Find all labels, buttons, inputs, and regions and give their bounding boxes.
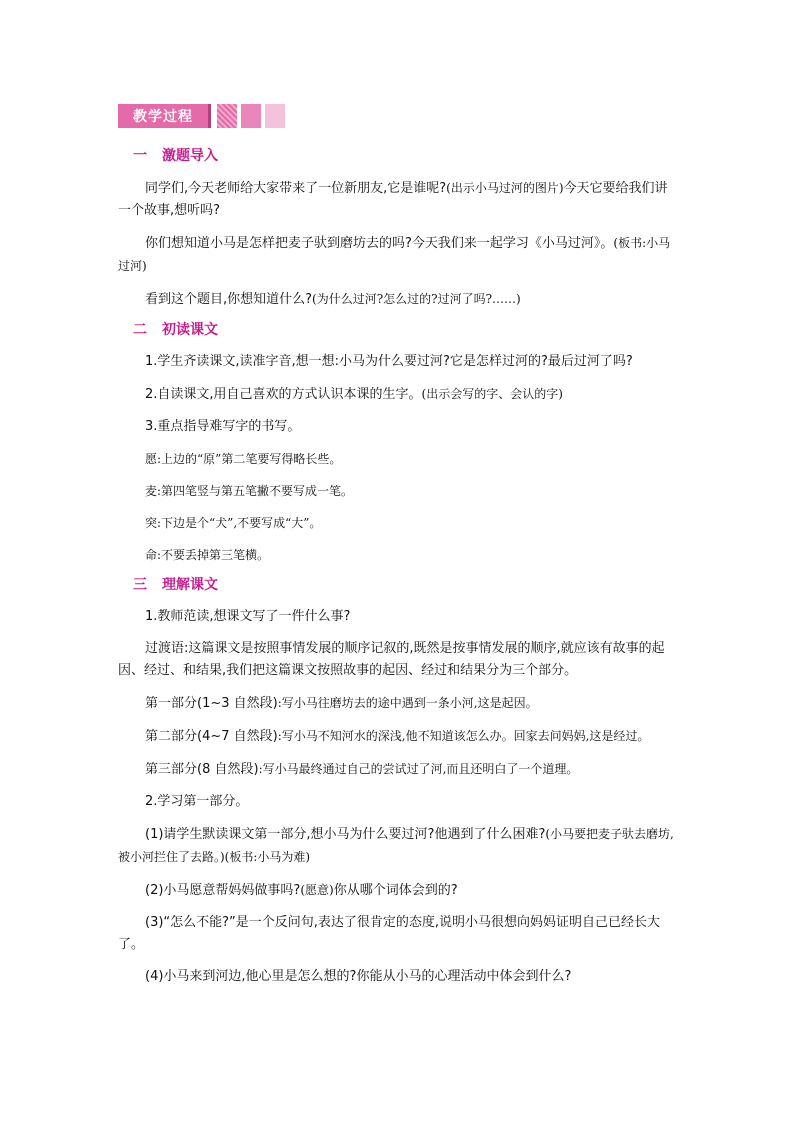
para-text: (1)请学生默读课文第一部分,想小马为什么要过河?他遇到了什么困难?: [145, 827, 546, 842]
paragraph: [118, 912, 678, 956]
section-title: 理解课文: [162, 577, 218, 593]
lesson-content: [118, 147, 678, 998]
paragraph: [118, 791, 678, 813]
para-text: 3.重点指导难写字的书写。: [145, 419, 301, 434]
banner-label: 教学过程: [118, 104, 211, 128]
banner-decor-block: [265, 104, 285, 128]
para-text: 看到这个题目,你想知道什么?: [145, 292, 313, 307]
section-heading: [118, 321, 678, 339]
para-text: 1.教师范读,想课文写了一件什么事?: [145, 609, 351, 624]
para-note: (愿意): [300, 883, 334, 897]
para-note: (出示小马过河的图片): [446, 181, 564, 195]
para-text: 2.自读课文,用自己喜欢的方式认识本课的生字。: [145, 387, 422, 402]
paragraph: [118, 966, 678, 988]
section-title: 激题导入: [162, 148, 218, 164]
paragraph: [118, 232, 678, 278]
para-text: 你们想知道小马是怎样把麦子驮到磨坊去的吗?今天我们来一起学习《小马过河》。: [145, 236, 614, 251]
paragraph: [118, 606, 678, 628]
para-text: 第一部分(1~3 自然段): [145, 696, 278, 711]
para-text: (3)“怎么不能?”是一个反问句,表达了很肯定的态度,说明小马很想向妈妈证明自己已经长大了。: [118, 915, 661, 952]
paragraph: [118, 758, 678, 781]
banner-decor-block: [241, 104, 261, 128]
para-note: (小马要把麦子驮去磨坊,被小河拦住了去路。)(板书:小马为难): [118, 827, 674, 864]
para-text: (4)小马来到河边,他心里是怎么想的?你能从小马的心理活动中体会到什么?: [145, 969, 572, 984]
para-text: 同学们,今天老师给大家带来了一位新朋友,它是谁呢?: [145, 181, 447, 196]
para-text: 过渡语:这篇课文是按照事情发展的顺序记叙的,既然是按事情发展的顺序,就应该有故事的起因、经过、和结果,我们把这篇课文按照故事的起因、经过和结果分为三个部分。: [118, 641, 665, 678]
section-banner: [118, 104, 285, 128]
banner-decor-block: [217, 104, 237, 128]
para-text: 第三部分(8 自然段): [145, 762, 259, 777]
paragraph: [118, 383, 678, 406]
para-text: 1.学生齐读课文,读准字音,想一想:小马为什么要过河?它是怎样过河的?最后过河了吗?: [145, 354, 633, 369]
character-note: 麦:第四笔竖与第五笔撇不要写成一笔。: [145, 484, 354, 498]
para-note: (出示会写的字、会认的字): [421, 387, 563, 401]
paragraph: [118, 879, 678, 902]
section-number: 二: [133, 322, 147, 338]
para-text: 2.学习第一部分。: [145, 794, 249, 809]
para-note: (板书:小马过河): [118, 236, 671, 273]
para-note: :写小马往磨坊去的途中遇到一条小河,这是起因。: [277, 696, 538, 710]
section-heading: [118, 576, 678, 594]
paragraph: [118, 823, 678, 869]
paragraph: [118, 692, 678, 715]
para-tail: 今天它要给我们讲一个故事,想听吗?: [118, 181, 668, 218]
paragraph: [118, 416, 678, 438]
para-text: (2)小马愿意帮妈妈做事吗?: [145, 883, 301, 898]
para-note: :写小马最终通过自己的尝试过了河,而且还明白了一个道理。: [258, 762, 579, 776]
section-number: 一: [133, 148, 147, 164]
section-number: 三: [133, 577, 147, 593]
paragraph: [118, 351, 678, 373]
section-title: 初读课文: [162, 322, 218, 338]
paragraph: [118, 725, 678, 748]
section-heading: [118, 147, 678, 165]
character-note: 突:下边是个“犬”,不要写成“大”。: [145, 516, 322, 530]
paragraph: [118, 288, 678, 311]
paragraph: [118, 177, 678, 222]
character-note: 命:不要丢掉第三笔横。: [145, 548, 270, 562]
character-note: 愿:上边的“原”第二笔要写得略长些。: [145, 452, 342, 466]
paragraph: [118, 638, 678, 682]
para-text: 第二部分(4~7 自然段): [145, 729, 278, 744]
para-tail: 你从哪个词体会到的?: [333, 883, 458, 898]
para-note: :写小马不知河水的深浅,他不知道该怎么办。回家去问妈妈,这是经过。: [277, 729, 650, 743]
para-note: (为什么过河?怎么过的?过河了吗?……): [312, 292, 521, 306]
